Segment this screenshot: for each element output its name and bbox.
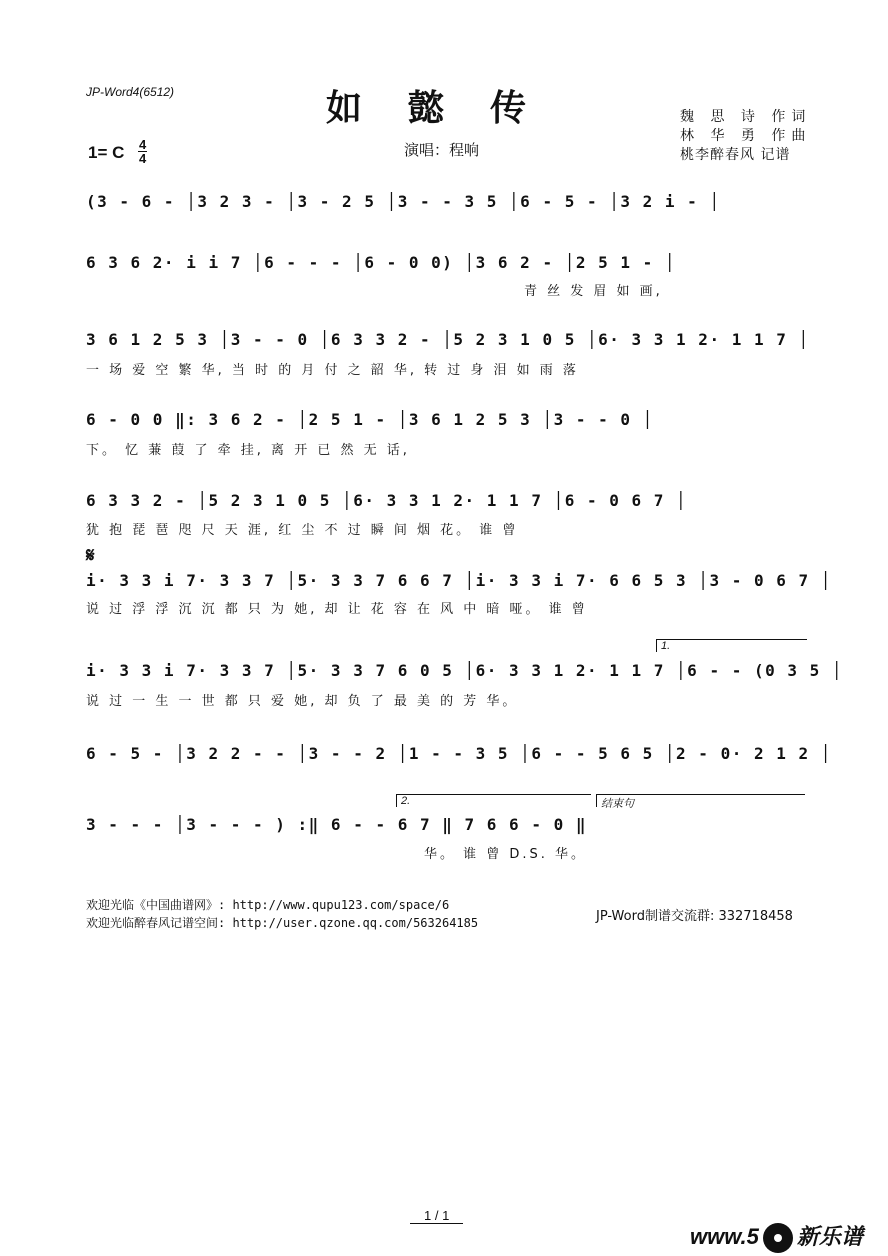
volta-2-bracket (396, 794, 591, 807)
software-label: JP-Word4(6512) (86, 85, 175, 99)
key-signature: 1= C (88, 143, 125, 162)
watermark-url: www.5 (690, 1224, 759, 1249)
score-line-7-notes: i· 3 3 i 7· 3 3 7 │5· 3 3 7 6 0 5 │6· 3 3 1 2· 1 1 7 │6 - - (0 3 5 │ (86, 661, 844, 680)
time-signature-top: 4 (139, 137, 147, 152)
score-line-4-lyrics: 下。 忆 蒹 葭 了 牵 挂, 离 开 已 然 无 话, (86, 443, 410, 458)
composer-credit: 林 华 勇 作曲 (680, 128, 812, 144)
score-line-2-lyrics: 青 丝 发 眉 如 画, (524, 284, 663, 299)
score-line-9-notes: 3 - - - │3 - - - ) :‖ 6 - - 6 7 ‖ 7 6 6 - 0 ‖ (86, 815, 587, 834)
score-line-3-notes: 3 6 1 2 5 3 │3 - - 0 │6 3 3 2 - │5 2 3 1 0 5 │6· 3 3 1 2· 1 1 7 │ (86, 330, 810, 349)
footer-group-info: JP-Word制谱交流群: 332718458 (596, 909, 793, 924)
score-line-1-notes: (3 - 6 - │3 2 3 - │3 - 2 5 │3 - - 3 5 │6 - 5 - │3 2 i - │ (86, 192, 721, 211)
score-line-5-notes: 6 3 3 2 - │5 2 3 1 0 5 │6· 3 3 1 2· 1 1 7 │6 - 0 6 7 │ (86, 491, 688, 510)
footer-link-qupu[interactable]: 欢迎光临《中国曲谱网》: http://www.qupu123.com/space/6 (86, 898, 450, 912)
time-signature (138, 138, 147, 165)
score-line-3-lyrics: 一 场 爱 空 繁 华, 当 时 的 月 付 之 韶 华, 转 过 身 泪 如 雨 落 (86, 363, 579, 378)
footer-links (86, 896, 478, 932)
score-line-5-lyrics: 犹 抱 琵 琶 咫 尺 天 涯, 红 尘 不 过 瞬 间 烟 花。 谁 曾 (86, 523, 519, 538)
watermark-logo (690, 1220, 863, 1253)
volta-2-label: 2. (401, 795, 411, 807)
score-line-7-lyrics: 说 过 一 生 一 世 都 只 爱 她, 却 负 了 最 美 的 芳 华。 (86, 694, 519, 709)
song-title: 如懿传 (326, 87, 573, 129)
score-line-4-notes: 6 - 0 0 ‖: 3 6 2 - │2 5 1 - │3 6 1 2 5 3 │3 - - 0 │ (86, 410, 654, 429)
footer-link-qzone[interactable]: 欢迎光临醉春风记谱空间: http://user.qzone.qq.com/563264185 (86, 916, 479, 930)
transcriber-credit: 桃李醉春风 记谱 (680, 147, 791, 163)
score-line-9-lyrics: 华。 谁 曾 D.S. 华。 (424, 847, 588, 862)
watermark-brand: 新乐谱 (796, 1224, 863, 1249)
page-number: 1 / 1 (410, 1208, 463, 1224)
volta-1-bracket (656, 639, 807, 652)
score-line-2-notes: 6 3 6 2· i i 7 │6 - - - │6 - 0 0) │3 6 2 - │2 5 1 - │ (86, 253, 677, 272)
score-line-6-lyrics: 说 过 浮 浮 沉 沉 都 只 为 她, 却 让 花 容 在 风 中 暗 哑。 谁 曾 (86, 602, 588, 617)
singer-credit: 演唱：程响 (404, 141, 480, 159)
volta-1-label: 1. (661, 640, 671, 652)
lyricist-credit: 魏 思 诗 作词 (680, 109, 812, 125)
score-line-8-notes: 6 - 5 - │3 2 2 - - │3 - - 2 │1 - - 3 5 │6 - - 5 6 5 │2 - 0· 2 1 2 │ (86, 744, 832, 763)
credits-block (680, 108, 811, 165)
ending-label: 结束句 (601, 798, 634, 810)
time-signature-bottom: 4 (139, 151, 147, 166)
segno-sign: 𝄋 (86, 543, 95, 567)
record-disc-icon (763, 1223, 793, 1253)
score-line-6-notes: i· 3 3 i 7· 3 3 7 │5· 3 3 7 6 6 7 │i· 3 3 i 7· 6 6 5 3 │3 - 0 6 7 │ (86, 571, 832, 590)
ending-bracket (596, 794, 805, 810)
